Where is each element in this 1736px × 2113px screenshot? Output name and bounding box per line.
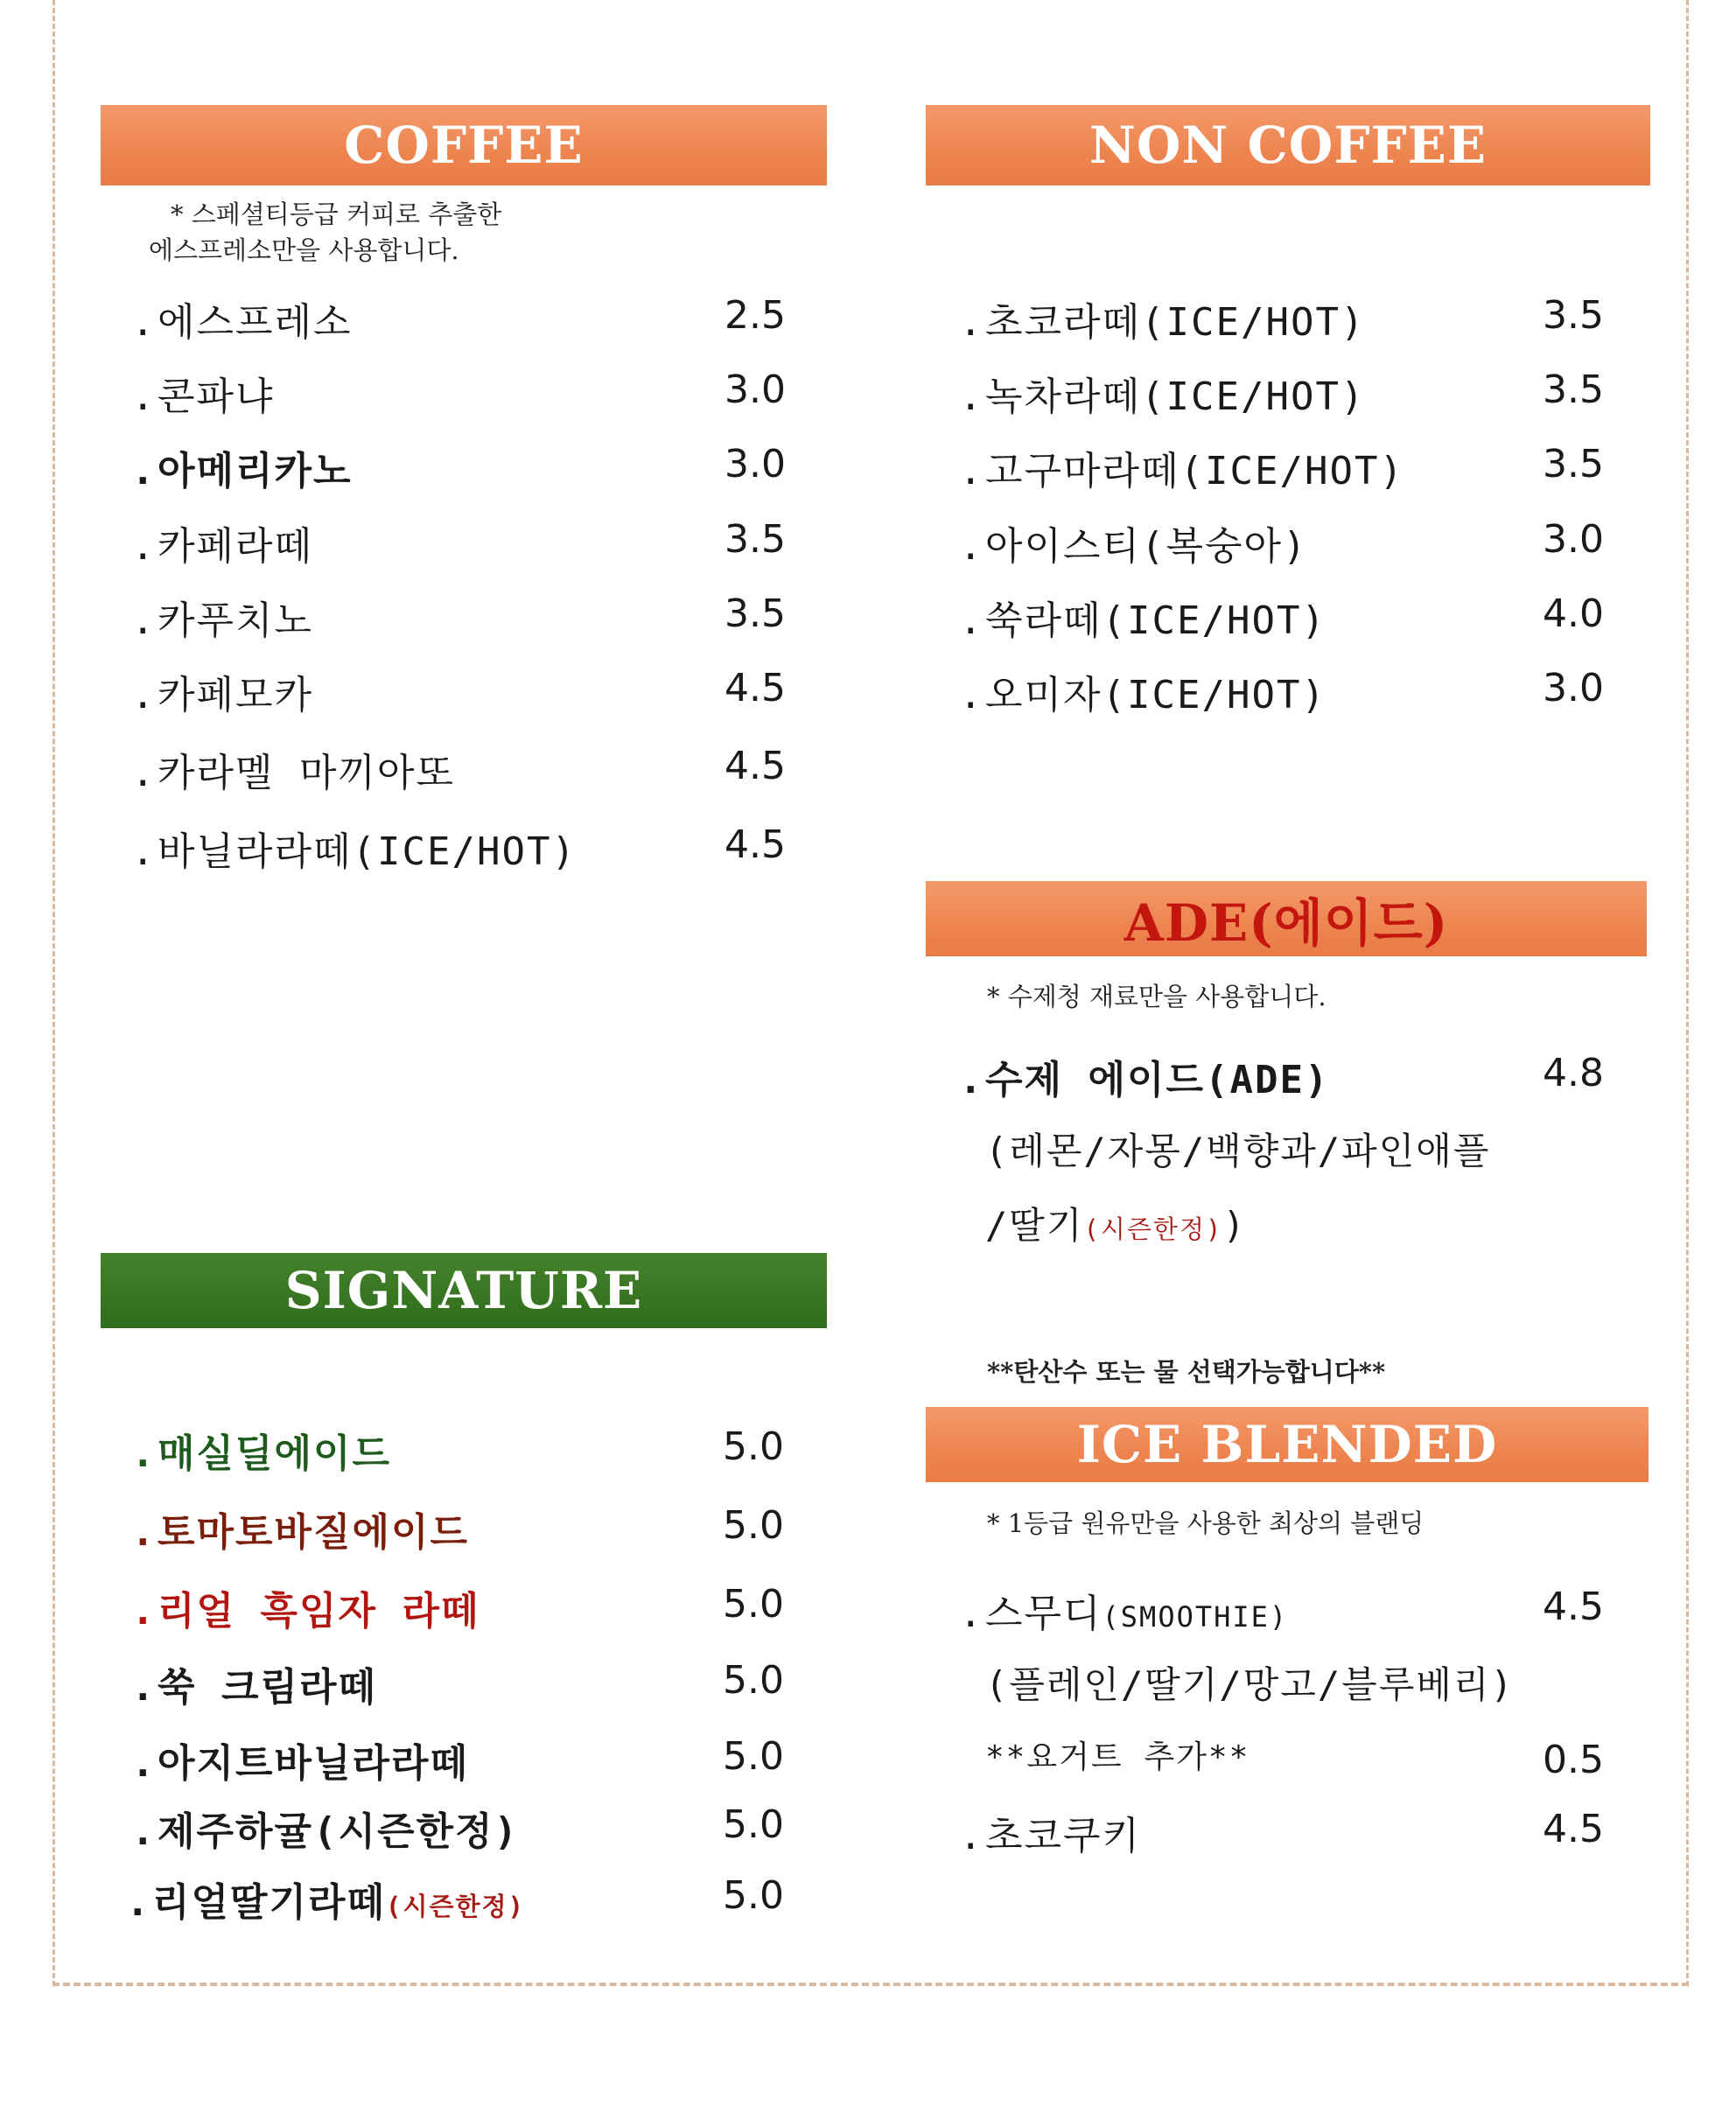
- menu-item: .카라멜 마끼아또: [131, 751, 456, 795]
- menu-price: 4.5: [724, 666, 786, 710]
- signature-item: .토마토바질에이드: [131, 1510, 470, 1555]
- coffee-note-line2: 에스프레소만을 사용합니다.: [149, 235, 459, 265]
- menu-item: .초코라떼(ICE/HOT): [959, 300, 1366, 345]
- signature-item: .쑥 크림라떼: [131, 1665, 378, 1710]
- signature-price: 5.0: [723, 1802, 784, 1847]
- menu-item: .카푸치노: [131, 598, 314, 643]
- yogurt-addon: **요거트 추가**: [985, 1739, 1250, 1775]
- smoothie-price: 4.5: [1543, 1585, 1604, 1629]
- signature-price: 5.0: [723, 1503, 784, 1548]
- menu-price: 3.5: [724, 591, 786, 636]
- menu-item: .카페모카: [131, 673, 314, 717]
- menu-item: .고구마라떼(ICE/HOT): [959, 449, 1404, 493]
- menu-item: .녹차라떼(ICE/HOT): [959, 374, 1366, 419]
- menu-item: .카페라떼: [131, 524, 314, 569]
- signature-price: 5.0: [723, 1873, 784, 1918]
- non-coffee-header: NON COFFEE: [926, 105, 1650, 185]
- smoothie-english-label: (SMOOTHIE): [1102, 1600, 1289, 1634]
- season-limited-tag: (시즌한정): [1083, 1214, 1223, 1244]
- menu-item: .쑥라떼(ICE/HOT): [959, 598, 1326, 643]
- ade-flavors-line2: [985, 1197, 1247, 1249]
- menu-price: 3.0: [1543, 517, 1604, 562]
- menu-price: 3.0: [1543, 666, 1604, 710]
- menu-price: 3.5: [724, 517, 786, 562]
- cookie-item: .초코쿠키: [959, 1814, 1142, 1858]
- ice-blended-note: * 1등급 원유만을 사용한 최상의 블랜딩: [987, 1508, 1424, 1538]
- signature-item: .리얼딸기라떼(시즌한정): [126, 1880, 526, 1925]
- menu-price: 3.0: [724, 442, 786, 486]
- ade-option-note: **탄산수 또는 물 선택가능합니다**: [987, 1357, 1386, 1387]
- menu-price: 3.5: [1543, 367, 1604, 412]
- menu-item: .아메리카노: [131, 449, 353, 493]
- menu-price: 3.5: [1543, 442, 1604, 486]
- ade-flavor-strawberry: /딸기: [985, 1204, 1084, 1247]
- menu-price: 4.5: [724, 744, 786, 788]
- ice-blended-header: ICE BLENDED: [926, 1407, 1648, 1482]
- signature-price: 5.0: [723, 1424, 784, 1469]
- ade-note: * 수제청 재료만을 사용합니다.: [987, 982, 1326, 1011]
- menu-item: .바닐라라떼(ICE/HOT): [131, 829, 577, 874]
- smoothie-flavors: (플레인/딸기/망고/블루베리): [985, 1663, 1515, 1706]
- menu-item: .에스프레소: [131, 300, 353, 345]
- coffee-note: [171, 194, 501, 234]
- ade-price: 4.8: [1543, 1051, 1604, 1095]
- signature-item: .매실딜에이드: [131, 1431, 392, 1476]
- menu-price: 4.0: [1543, 591, 1604, 636]
- menu-item: .콘파냐: [131, 374, 275, 419]
- menu-price: 4.5: [724, 822, 786, 867]
- menu-price: 2.5: [724, 293, 786, 338]
- signature-price: 5.0: [723, 1582, 784, 1627]
- menu-price: 3.5: [1543, 293, 1604, 338]
- menu-price: 3.0: [724, 367, 786, 412]
- coffee-header: COFFEE: [101, 105, 827, 185]
- signature-item: .아지트바닐라라떼: [131, 1741, 470, 1786]
- signature-item: .제주하귤(시즌한정): [131, 1809, 520, 1854]
- season-limited-tag: (시즌한정): [386, 1892, 526, 1921]
- signature-price: 5.0: [723, 1658, 784, 1703]
- menu-item: .아이스티(복숭아): [959, 524, 1308, 569]
- signature-header: SIGNATURE: [101, 1253, 827, 1328]
- ade-flavors-close: ): [1222, 1204, 1247, 1247]
- yogurt-price: 0.5: [1543, 1738, 1604, 1782]
- signature-price: 5.0: [723, 1734, 784, 1779]
- signature-item: .리얼 흑임자 라떼: [131, 1589, 480, 1634]
- coffee-note-line1: * 스페셜티등급 커피로 추출한: [171, 199, 502, 229]
- ade-flavors-line1: (레몬/자몽/백향과/파인애플: [985, 1130, 1491, 1172]
- ade-item: .수제 에이드(ADE): [959, 1058, 1330, 1102]
- cookie-price: 4.5: [1543, 1807, 1604, 1851]
- smoothie-item: .스무디(SMOOTHIE): [959, 1592, 1289, 1636]
- menu-item: .오미자(ICE/HOT): [959, 673, 1326, 717]
- coffee-note-2: [149, 230, 459, 270]
- ade-header: ADE(에이드): [926, 881, 1647, 956]
